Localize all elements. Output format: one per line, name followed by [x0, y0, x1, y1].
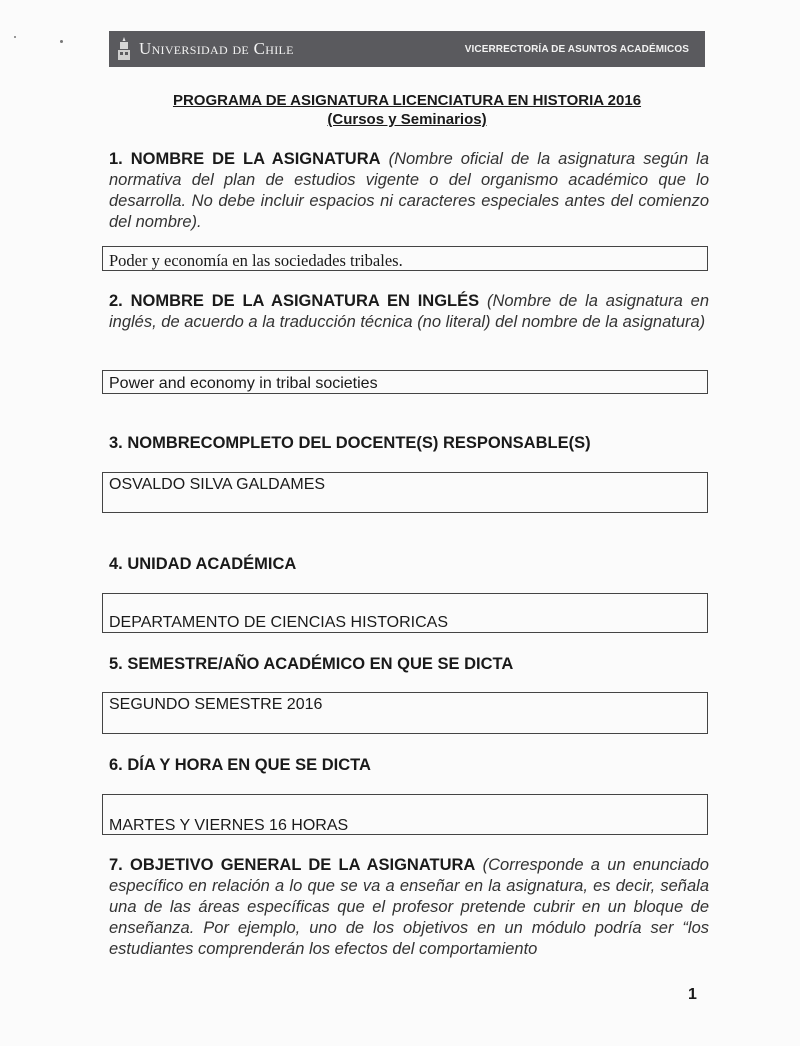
course-name-field — [102, 246, 708, 271]
section-1-title: 1. NOMBRE DE LA ASIGNATURA — [109, 150, 381, 168]
scan-speck — [60, 40, 63, 43]
section-5-heading — [109, 654, 709, 675]
section-7-note: (Corresponde a un enunciado específico en relación a lo que se va a enseñar en la asignatura, es decir, señala una de las áreas específicas que el profesor pretende cubrir en un bloque de enseñanza. Por ejemplo, uno de los objetivos en un módulo podría ser “los estudiantes comprenderán los efectos del comportamiento — [109, 856, 709, 958]
page-number: 1 — [688, 986, 697, 1003]
section-5-title: 5. SEMESTRE/AÑO ACADÉMICO EN QUE SE DICTA — [109, 655, 514, 673]
semester-value: SEGUNDO SEMESTRE 2016 — [109, 696, 323, 713]
section-3-title: 3. NOMBRECOMPLETO DEL DOCENTE(S) RESPONSABLE(S) — [109, 434, 591, 452]
section-4-title: 4. UNIDAD ACADÉMICA — [109, 555, 297, 573]
schedule-value: MARTES Y VIERNES 16 HORAS — [109, 817, 349, 834]
section-1-note: (Nombre oficial de la asignatura según la normativa del plan de estudios vigente o del organismo académico que lo desarrolla. No debe incluir espacios ni caracteres especiales antes del comienzo del nombre). — [109, 150, 709, 231]
document-subtitle: (Cursos y Seminarios) — [327, 111, 487, 128]
section-3-heading — [109, 433, 709, 454]
section-2-title: 2. NOMBRE DE LA ASIGNATURA EN INGLÉS — [109, 292, 480, 310]
section-7-heading — [109, 855, 709, 960]
section-2-heading — [109, 291, 709, 333]
section-6-title: 6. DÍA Y HORA EN QUE SE DICTA — [109, 756, 371, 774]
schedule-field — [102, 794, 708, 835]
section-4-heading — [109, 554, 709, 575]
section-1-heading — [109, 149, 709, 233]
university-name: Universidad de Chile — [139, 39, 294, 58]
university-crest-icon — [117, 37, 131, 61]
section-2-note: (Nombre de la asignatura en inglés, de acuerdo a la traducción técnica (no literal) del nombre de la asignatura) — [109, 292, 709, 331]
section-7-title: 7. OBJETIVO GENERAL DE LA ASIGNATURA — [109, 856, 476, 874]
academic-unit-field — [102, 593, 708, 633]
university-banner — [109, 31, 705, 67]
course-name-english-field — [102, 370, 708, 394]
instructor-value: OSVALDO SILVA GALDAMES — [109, 476, 326, 493]
section-6-heading — [109, 755, 709, 776]
scan-speck — [14, 36, 16, 38]
office-name: VICERRECTORÍA DE ASUNTOS ACADÉMICOS — [464, 43, 689, 55]
document-title: PROGRAMA DE ASIGNATURA LICENCIATURA EN HISTORIA 2016 — [172, 92, 642, 109]
course-name-english-value: Power and economy in tribal societies — [109, 375, 378, 392]
semester-field — [102, 692, 708, 734]
instructor-field — [102, 472, 708, 513]
course-name-value: Poder y economía en las sociedades tribales. — [109, 251, 403, 270]
banner-left — [117, 37, 294, 61]
academic-unit-value: DEPARTAMENTO DE CIENCIAS HISTORICAS — [109, 614, 449, 631]
